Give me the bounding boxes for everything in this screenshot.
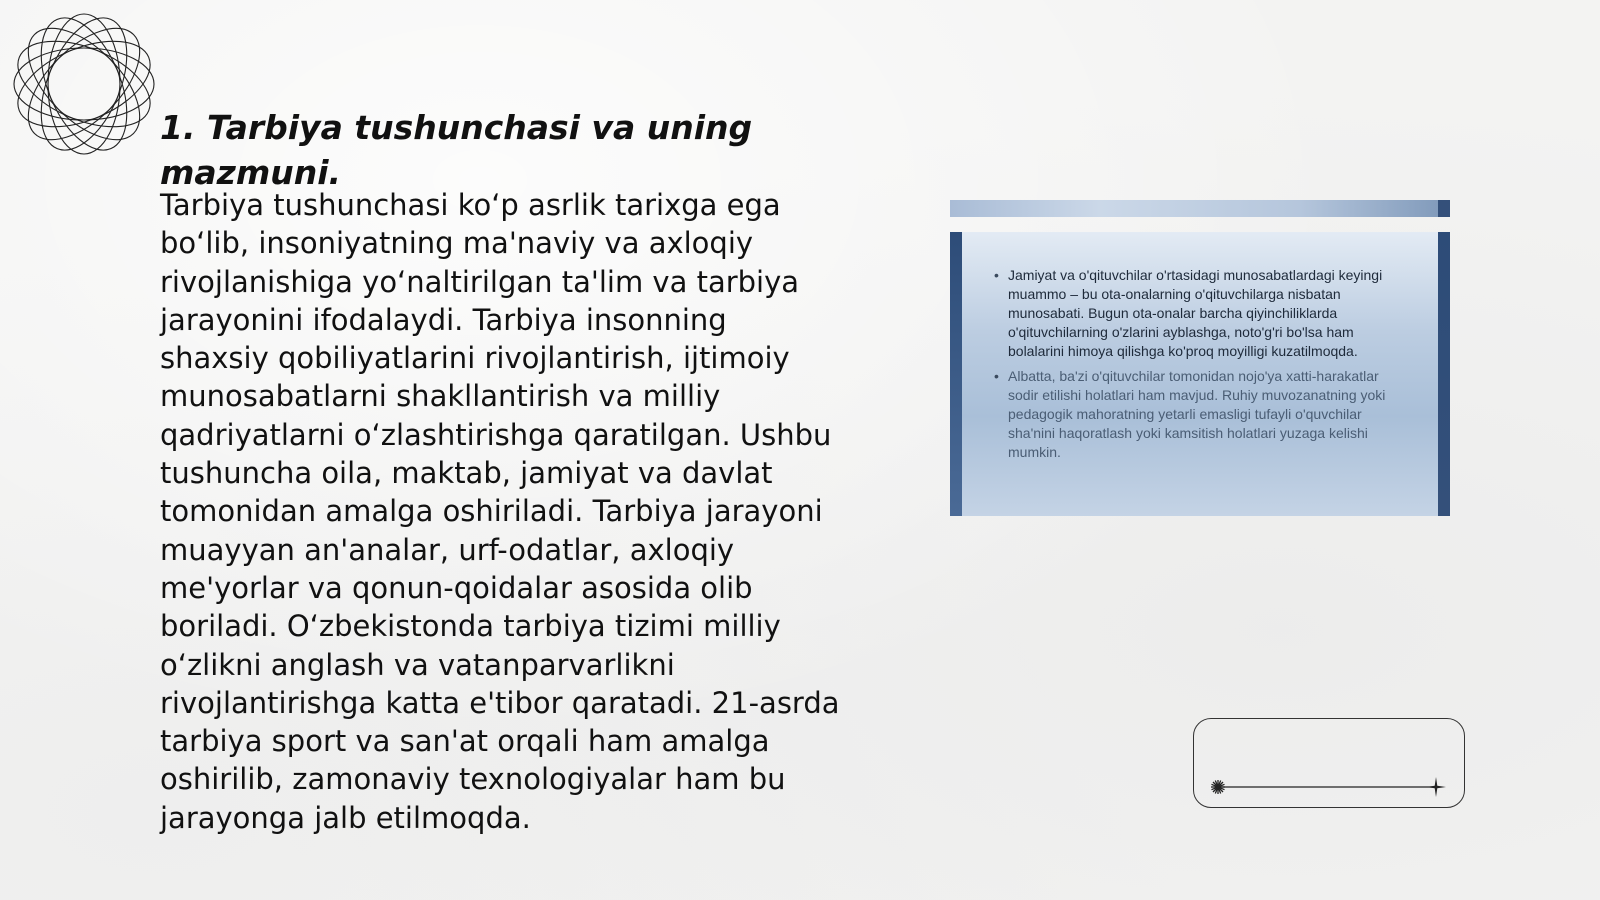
spirograph-ring (48, 14, 120, 154)
spirograph-ring (10, 10, 158, 158)
decorative-timeline-box (1193, 718, 1465, 808)
spirograph-ring (24, 10, 144, 158)
spirograph-center-ring (48, 48, 120, 120)
image-content-area (950, 232, 1450, 516)
bullet-text: Albatta, ba'zi o'qituvchilar tomonidan nojo'ya xatti-harakatlar sodir etilishi holatlari ham mavjud. Ruhiy muvozanatning yoki pedagogik mahoratning yetarli emasligi tufayli o'quvchilar sha'nini haqoratlash yoki kamsitish holatlari yuzaga kelishi mumkin. (1008, 368, 1386, 460)
bullet-text: Jamiyat va o'qituvchilar o'rtasidagi munosabatlardagi keyingi muammo – bu ota-onalarning o'qituvchilarga nisbatan munosabati. Bugun ota-onalar barcha qiyinchiliklarda o'qituvchilarning o'zlarini ayblashga, noto'g'ri bo'lsa ham bolalarini himoya qilishga ko'proq moyilligi kuzatilmoqda. (1008, 267, 1383, 359)
spirograph-ring (24, 10, 144, 158)
timeline-line (1208, 777, 1450, 797)
embedded-slide-image (950, 200, 1450, 516)
bullet-marker: • (994, 368, 999, 384)
star-cross-icon (1426, 777, 1446, 797)
image-top-bar (950, 200, 1450, 217)
image-bullet-2 (994, 367, 1404, 462)
slide-title: 1. Tarbiya tushunchasi va uning mazmuni. (160, 108, 753, 192)
spirograph-ring (14, 48, 154, 120)
spirograph-circle-icon (10, 10, 158, 158)
sparkle-icon (1211, 780, 1225, 794)
spirograph-ring (10, 24, 158, 144)
bullet-marker: • (994, 267, 999, 283)
spirograph-ring (10, 24, 158, 144)
spirograph-ring (10, 10, 158, 158)
slide-body-text: Tarbiya tushunchasi ko‘p asrlik tarixga ega bo‘lib, insoniyatning ma'naviy va axloqiy rivojlanishiga yo‘naltirilgan ta'lim va tarbiya jarayonini ifodalaydi. Tarbiya insonning shaxsiy qobiliyatlarini rivojlantirish, ijtimoiy munosabatlarni shakllantirish va milliy qadriyatlarni o‘zlashtirishga qaratilgan. Ushbu tushuncha oila, maktab, jamiyat va davlat tomonidan amalga oshiriladi. Tarbiya jarayoni muayyan an'analar, urf-odatlar, axloqiy me'yorlar va qonun-qoidalar asosida olib boriladi. O‘zbekistonda tarbiya tizimi milliy o‘zlikni anglash va vatanparvarlikni rivojlantirishga katta e'tibor qaratadi. 21-asrda tarbiya sport va san'at orqali ham amalga oshirilib, zamonaviy texnologiyalar ham bu jarayonga jalb etilmoqda. (160, 188, 840, 835)
image-bullet-1 (994, 266, 1404, 361)
